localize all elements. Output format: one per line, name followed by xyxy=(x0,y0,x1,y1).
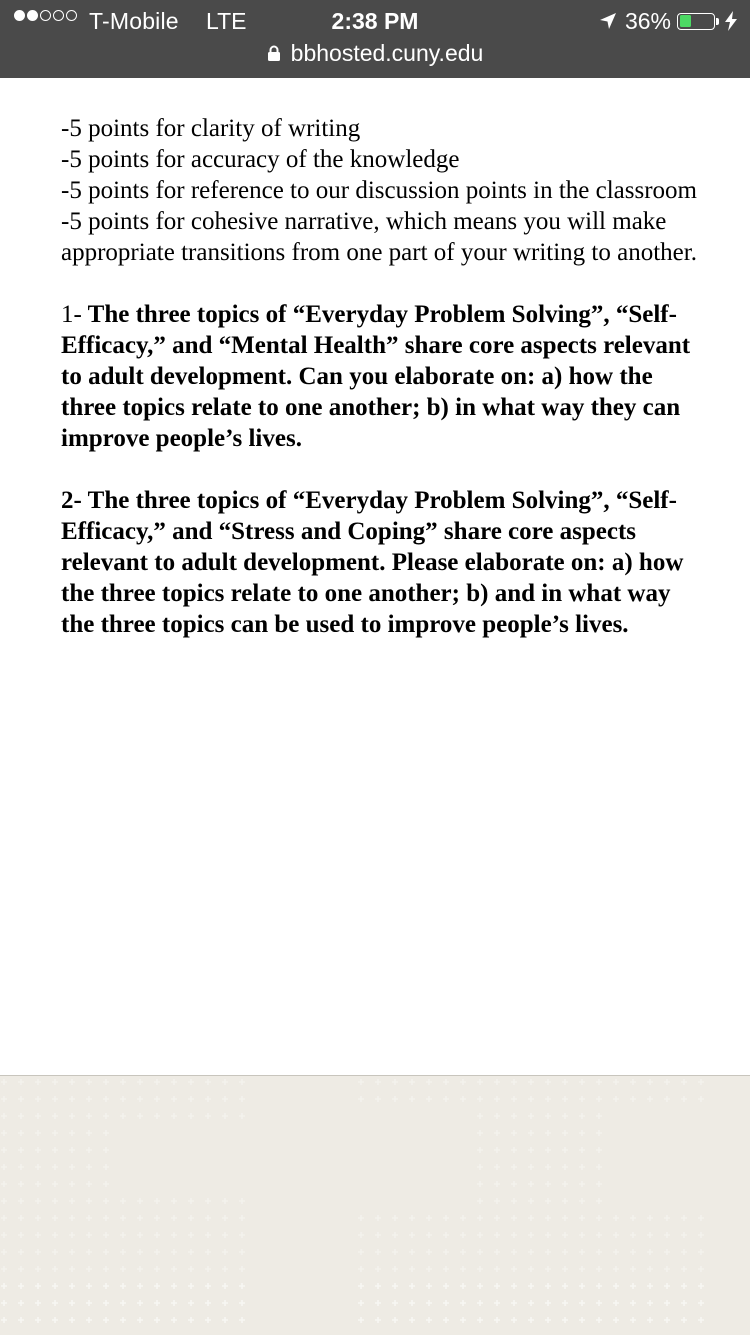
clock: 2:38 PM xyxy=(331,8,419,34)
question-2 xyxy=(61,485,701,640)
question-1 xyxy=(61,299,701,454)
question-number: 2- xyxy=(61,487,82,514)
page-footer-pattern xyxy=(0,1075,750,1335)
lock-icon xyxy=(267,45,281,62)
status-right-group xyxy=(599,6,738,36)
assignment-content xyxy=(61,113,701,640)
question-text: The three topics of “Everyday Problem Solving”, “Self-Efficacy,” and “Stress and Coping” share core aspects relevant to adult development. Please elaborate on: a) how the three topics relate to one another; b) and in what way the three topics can be used to improve people’s lives. xyxy=(61,487,684,638)
network-type: LTE xyxy=(206,8,247,34)
url-text: bbhosted.cuny.edu xyxy=(290,40,484,66)
address-bar[interactable] xyxy=(0,40,750,67)
decorative-plus-pattern xyxy=(0,1076,750,1335)
rubric-item: -5 points for accuracy of the knowledge xyxy=(61,146,460,173)
rubric-item: -5 points for clarity of writing xyxy=(61,115,361,142)
battery-icon xyxy=(677,13,715,30)
carrier-name: T-Mobile xyxy=(89,8,179,34)
battery-nub xyxy=(716,18,719,25)
rubric-item: -5 points for reference to our discussion points in the classroom xyxy=(61,177,697,204)
charging-bolt-icon xyxy=(724,11,738,31)
status-bar xyxy=(0,0,750,78)
question-text: The three topics of “Everyday Problem Solving”, “Self-Efficacy,” and “Mental Health” share core aspects relevant to adult development. Can you elaborate on: a) how the three topics relate to one another; b) in what way they can improve people’s lives. xyxy=(61,301,691,452)
location-arrow-icon xyxy=(599,12,617,30)
rubric-item: -5 points for cohesive narrative, which means you will make appropriate transitions from one part of your writing to another. xyxy=(61,208,697,266)
status-row xyxy=(0,6,750,36)
battery-percent: 36% xyxy=(624,7,671,34)
battery-level-fill xyxy=(680,15,692,27)
question-number: 1- xyxy=(61,301,82,328)
